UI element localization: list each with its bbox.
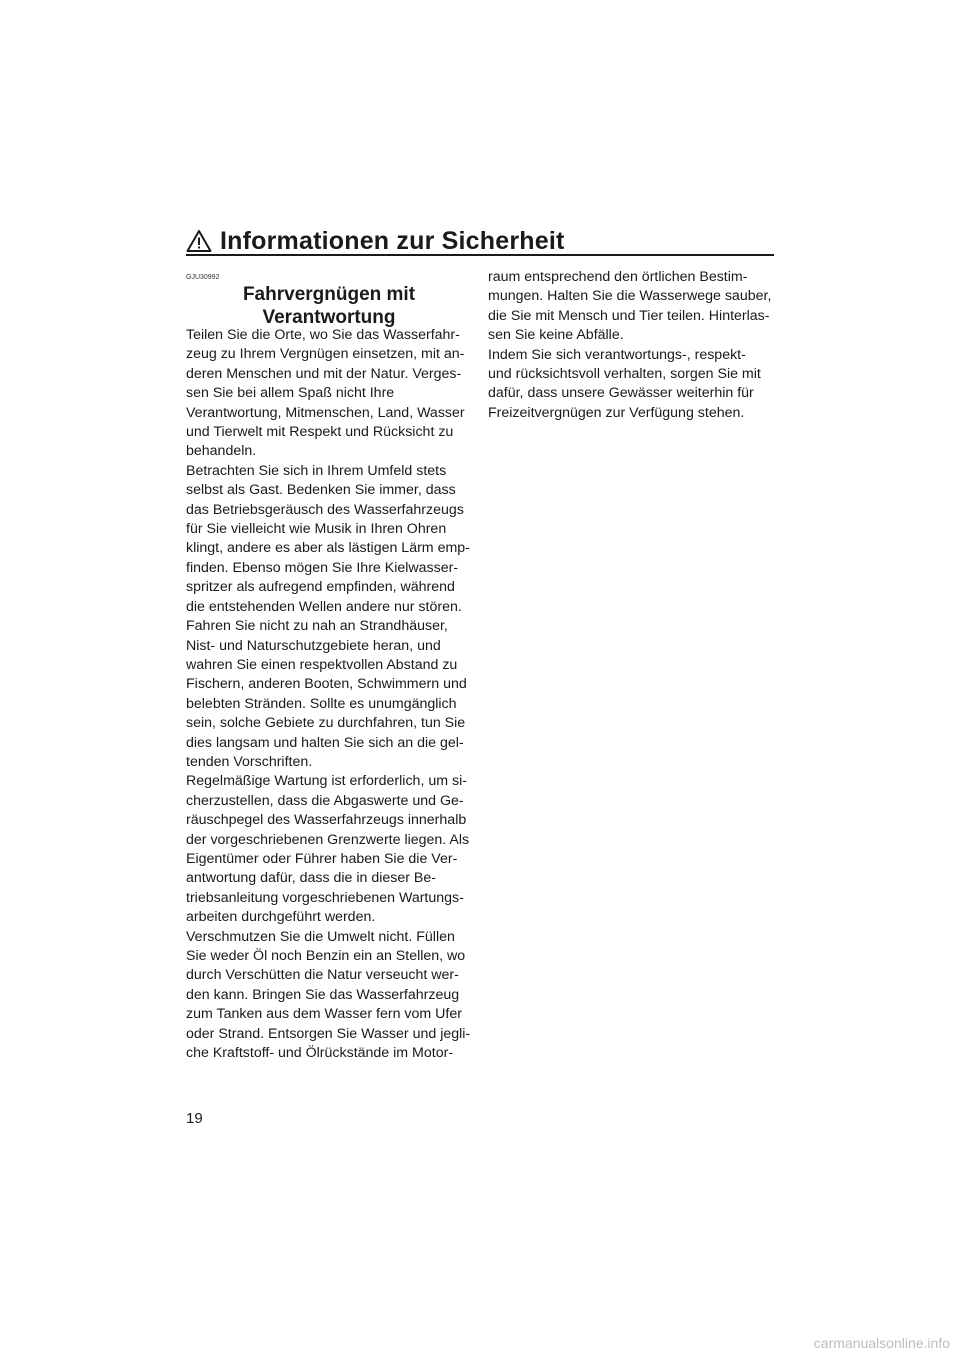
section-heading bbox=[186, 283, 472, 329]
text-line: Indem Sie sich verantwortungs-, respekt- bbox=[488, 346, 746, 363]
text-line: oder Strand. Entsorgen Sie Wasser und jegli- bbox=[186, 1025, 471, 1042]
text-line: der vorgeschriebenen Grenzwerte liegen. Als bbox=[186, 831, 470, 848]
text-line: Fahren Sie nicht zu nah an Strandhäuser, bbox=[186, 618, 448, 635]
section-heading-line: Verantwortung bbox=[262, 307, 396, 328]
text-line: deren Menschen und mit der Natur. Verges- bbox=[186, 365, 462, 382]
text-line: spritzer als aufregend empfinden, während bbox=[186, 579, 455, 596]
text-line: den kann. Bringen Sie das Wasserfahrzeug bbox=[186, 986, 460, 1003]
text-line: klingt, andere es aber als lästigen Lärm emp- bbox=[186, 540, 470, 557]
text-line: belebten Stränden. Sollte es unumgänglich bbox=[186, 695, 457, 712]
text-line: finden. Ebenso mögen Sie Ihre Kielwasser- bbox=[186, 559, 459, 576]
text-line: Nist- und Naturschutzgebiete heran, und bbox=[186, 637, 441, 654]
text-line: tenden Vorschriften. bbox=[186, 753, 313, 770]
text-line: dafür, dass unsere Gewässer weiterhin für bbox=[488, 385, 754, 402]
text-line: selbst als Gast. Bedenken Sie immer, dass bbox=[186, 482, 456, 499]
text-line: antwortung dafür, dass die in dieser Be- bbox=[186, 870, 437, 887]
text-line: für Sie vielleicht wie Musik in Ihren Ohren bbox=[186, 521, 447, 538]
text-line: das Betriebsgeräusch des Wasserfahrzeugs bbox=[186, 501, 464, 518]
text-line: die Sie mit Mensch und Tier teilen. Hinterlas- bbox=[488, 307, 770, 324]
text-line: und rücksichtsvoll verhalten, sorgen Sie mit bbox=[488, 366, 761, 383]
text-line: und Tierwelt mit Respekt und Rücksicht zu bbox=[186, 424, 454, 441]
text-line: die entstehenden Wellen andere nur stören. bbox=[186, 598, 462, 615]
header-divider bbox=[186, 254, 774, 256]
section-heading-line: Fahrvergnügen mit bbox=[242, 284, 416, 305]
text-line: Fischern, anderen Booten, Schwimmern und bbox=[186, 676, 467, 693]
right-text-column bbox=[488, 268, 778, 423]
text-line: mungen. Halten Sie die Wasserwege sauber, bbox=[488, 288, 772, 305]
text-line: sein, solche Gebiete zu durchfahren, tun Sie bbox=[186, 715, 466, 732]
text-line: Verantwortung, Mitmenschen, Land, Wasser bbox=[186, 404, 465, 421]
text-line: Betrachten Sie sich in Ihrem Umfeld stets bbox=[186, 462, 447, 479]
left-text-column bbox=[186, 326, 476, 1063]
text-line: zeug zu Ihrem Vergnügen einsetzen, mit an- bbox=[186, 346, 465, 363]
text-line: räuschpegel des Wasserfahrzeugs innerhalb bbox=[186, 812, 467, 829]
text-line: che Kraftstoff- und Ölrückstände im Motor- bbox=[186, 1045, 454, 1062]
text-line: durch Verschütten die Natur verseucht wer- bbox=[186, 967, 459, 984]
text-line: sen Sie keine Abfälle. bbox=[488, 327, 624, 344]
footer-watermark: carmanualsonline.info bbox=[813, 1335, 950, 1351]
text-line: cherzustellen, dass die Abgaswerte und Ge- bbox=[186, 792, 464, 809]
page-number: 19 bbox=[186, 1110, 203, 1127]
text-line: arbeiten durchgeführt werden. bbox=[186, 909, 376, 926]
warning-triangle-icon bbox=[186, 229, 212, 253]
text-line: Eigentümer oder Führer haben Sie die Ver- bbox=[186, 850, 458, 867]
section-code: GJU30992 bbox=[186, 274, 220, 281]
page-header bbox=[186, 224, 774, 258]
text-line: behandeln. bbox=[186, 443, 257, 460]
text-line: triebsanleitung vorgeschriebenen Wartungs- bbox=[186, 889, 464, 906]
text-line: Regelmäßige Wartung ist erforderlich, um si- bbox=[186, 773, 467, 790]
text-line: zum Tanken aus dem Wasser fern vom Ufer bbox=[186, 1006, 462, 1023]
text-line: raum entsprechend den örtlichen Bestim- bbox=[488, 269, 748, 285]
text-line: dies langsam und halten Sie sich an die gel- bbox=[186, 734, 464, 751]
text-line: Freizeitvergnügen zur Verfügung stehen. bbox=[488, 404, 745, 421]
page-title: Informationen zur Sicherheit bbox=[220, 226, 565, 255]
text-line: sen Sie bei allem Spaß nicht Ihre bbox=[186, 385, 395, 402]
text-line: wahren Sie einen respektvollen Abstand zu bbox=[186, 656, 458, 673]
text-line: Sie weder Öl noch Benzin ein an Stellen, wo bbox=[186, 948, 466, 964]
text-line: Verschmutzen Sie die Umwelt nicht. Füllen bbox=[186, 928, 455, 945]
text-line: Teilen Sie die Orte, wo Sie das Wasserfahr- bbox=[186, 327, 460, 343]
